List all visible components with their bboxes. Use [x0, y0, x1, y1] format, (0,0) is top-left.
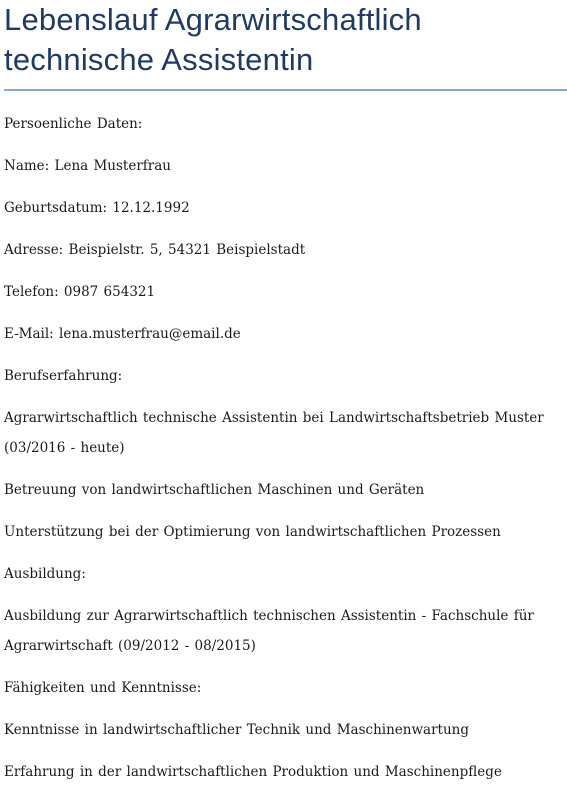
address-line: Adresse: Beispielstr. 5, 54321 Beispielstadt	[4, 242, 306, 258]
name-line: Name: Lena Musterfrau	[4, 158, 171, 174]
education-heading: Ausbildung:	[4, 566, 86, 582]
skills-heading: Fähigkeiten und Kenntnisse:	[4, 680, 202, 696]
education-entry: Ausbildung zur Agrarwirtschaftlich technischen Assistentin - Fachschule für Agrarwirtschaft (09/2012 - 08/2015)	[4, 608, 534, 654]
experience-position: Agrarwirtschaftlich technische Assistentin bei Landwirtschaftsbetrieb Muster (03/2016 - heute)	[4, 410, 544, 456]
skill-2: Erfahrung in der landwirtschaftlichen Produktion und Maschinenpflege	[4, 764, 502, 780]
birthdate-line: Geburtsdatum: 12.12.1992	[4, 200, 190, 216]
experience-task-2: Unterstützung bei der Optimierung von landwirtschaftlichen Prozessen	[4, 524, 501, 540]
personal-data-heading: Persoenliche Daten:	[4, 116, 143, 132]
skill-1: Kenntnisse in landwirtschaftlicher Technik und Maschinenwartung	[4, 722, 469, 738]
document-body	[0, 109, 567, 787]
document-title-line-1: Lebenslauf Agrarwirtschaftlich	[4, 2, 422, 37]
document-title-line-2: technische Assistentin	[4, 42, 314, 77]
title-divider	[4, 89, 567, 91]
phone-line: Telefon: 0987 654321	[4, 284, 156, 300]
document-title	[0, 0, 567, 80]
email-line: E-Mail: lena.musterfrau@email.de	[4, 326, 241, 342]
experience-heading: Berufserfahrung:	[4, 368, 123, 384]
experience-task-1: Betreuung von landwirtschaftlichen Maschinen und Geräten	[4, 482, 425, 498]
